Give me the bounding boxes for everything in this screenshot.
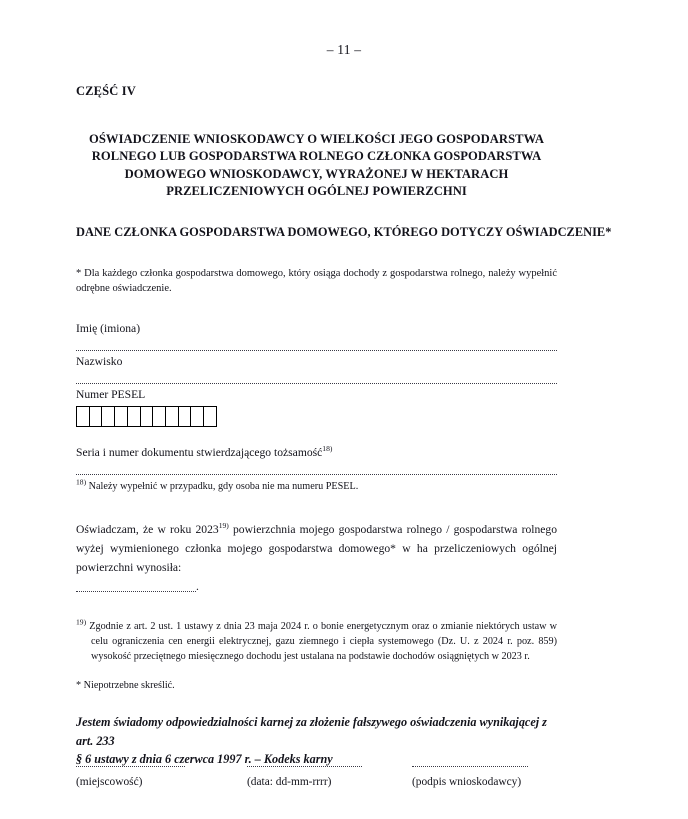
strike-note: * Niepotrzebne skreślić.: [76, 680, 175, 692]
id-document-label: [76, 445, 557, 460]
place-caption: (miejscowość): [76, 776, 143, 788]
applicant-signature-input-line[interactable]: [412, 764, 528, 767]
title-line-3: DOMOWEGO WNIOSKODAWCY, WYRAŻONEJ W HEKTARACH: [124, 166, 509, 181]
footnote-18-mark: 18): [76, 477, 87, 487]
pesel-label: Numer PESEL: [76, 387, 146, 401]
liability-line-2: § 6 ustawy z dnia 6 czerwca 1997 r. – Kodeks karny: [76, 752, 333, 767]
declaration-paragraph: [76, 520, 557, 577]
date-caption: (data: dd-mm-rrrr): [247, 776, 332, 788]
id-document-label-text: Seria i numer dokumentu stwierdzającego tożsamość: [76, 445, 323, 459]
declaration-period: .: [196, 579, 199, 593]
pesel-field: [76, 387, 557, 427]
id-document-footnote-mark: 18): [322, 443, 333, 453]
declaration-part-2: powierzchnia mojego gospodarstwa rolnego / gospodarstwa rolnego wyżej wymienionego członka mojego gospodarstwa domowego* w ha przeliczeniowych ogólnej powierzchni wynosiła:: [76, 522, 557, 574]
last-name-label: Nazwisko: [76, 354, 123, 368]
footnote-19-mark: 19): [76, 617, 87, 627]
signature-row: [76, 764, 557, 788]
declaration-part-1: Oświadczam, że w roku 2023: [76, 522, 219, 536]
applicant-signature-cell: [412, 764, 557, 788]
title-line-1: OŚWIADCZENIE WNIOSKODAWCY O WIELKOŚCI JEGO GOSPODARSTWA: [89, 132, 544, 146]
document-title: [76, 131, 557, 201]
liability-line-1: Jestem świadomy odpowiedzialności karnej za złożenie fałszywego oświadczenia wynikającej z art. 233: [76, 715, 547, 748]
section-subtitle: DANE CZŁONKA GOSPODARSTWA DOMOWEGO, KTÓREGO DOTYCZY OŚWIADCZENIE*: [76, 224, 612, 239]
date-input-line[interactable]: [247, 764, 362, 767]
applicant-signature-caption: (podpis wnioskodawcy): [412, 776, 522, 788]
last-name-input-line[interactable]: [76, 370, 557, 384]
footnote-19: [76, 619, 557, 665]
title-line-2: ROLNEGO LUB GOSPODARSTWA ROLNEGO CZŁONKA GOSPODARSTWA: [91, 149, 542, 164]
star-note: * Dla każdego członka gospodarstwa domowego, który osiąga dochody z gospodarstwa rolnego, należy wypełnić odrębne oświadczenie.: [76, 267, 557, 295]
footnote-19-text: Zgodnie z art. 2 ust. 1 ustawy z dnia 23 maja 2024 r. o bonie energetycznym oraz o zmianie niektórych ustaw w celu ograniczenia cen energii elektrycznej, gazu ziemnego i ciepła systemowego (Dz. U. z 2024 r. poz. 859) wysokość przeciętnego miesięcznego dochodu jest ustalana na podstawie dochodów osiągniętych w 2023 r.: [89, 620, 558, 663]
pesel-boxes[interactable]: [76, 406, 557, 427]
first-name-input-line[interactable]: [76, 337, 557, 351]
page-number: – 11 –: [326, 42, 362, 57]
footnote-18: [76, 479, 557, 494]
last-name-field: [76, 354, 557, 384]
declaration-value-line[interactable]: [76, 578, 196, 592]
id-document-input-line[interactable]: [76, 461, 557, 475]
liability-statement: [76, 713, 557, 769]
footnote-18-text: Należy wypełnić w przypadku, gdy osoba nie ma numeru PESEL.: [88, 480, 359, 492]
id-document-field: [76, 445, 557, 475]
title-line-4: PRZELICZENIOWYCH OGÓLNEJ POWIERZCHNI: [166, 184, 467, 199]
place-input-line[interactable]: [76, 764, 185, 767]
pesel-box[interactable]: [203, 406, 217, 427]
first-name-label: Imię (imiona): [76, 321, 141, 335]
document-content: [76, 84, 612, 769]
date-signature-cell: [247, 764, 412, 788]
part-label: CZĘŚĆ IV: [76, 84, 136, 98]
declaration-footnote-mark: 19): [218, 520, 229, 530]
first-name-field: [76, 321, 557, 351]
place-signature-cell: [76, 764, 247, 788]
declaration-value-row: [76, 577, 557, 595]
